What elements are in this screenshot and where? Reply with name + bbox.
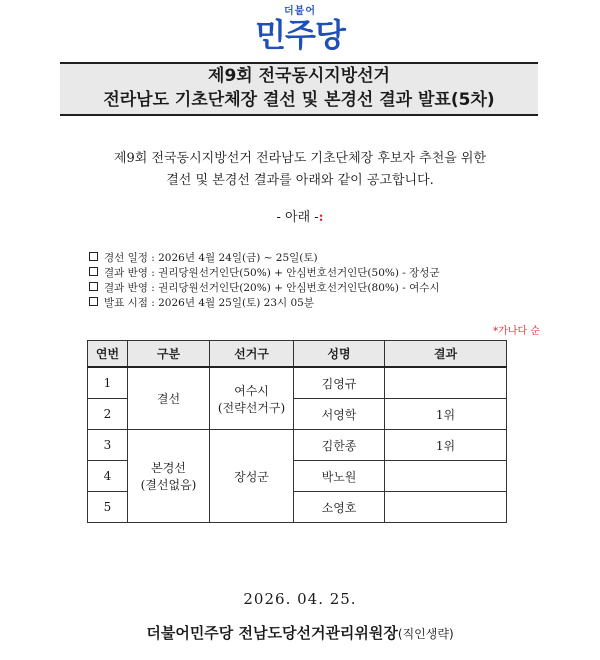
header-no: 연번: [88, 341, 128, 368]
info-item: [89, 296, 440, 311]
cell-district: 장성군: [210, 430, 294, 523]
info-item: [89, 251, 440, 266]
cell-name: 박노원: [294, 461, 385, 492]
checkbox-square-icon: [89, 267, 98, 276]
result-table: [87, 340, 507, 523]
info-text: 결과 반영 : 권리당원선거인단(50%) + 안심번호선거인단(50%) - 장성군: [104, 267, 440, 279]
intro-line-2: 결선 및 본경선 결과를 아래와 같이 공고합니다.: [166, 173, 434, 188]
table-header-row: [88, 341, 507, 368]
notice-text: - 아래 -: [276, 210, 319, 225]
cell-result: [385, 492, 507, 523]
info-list: [89, 251, 440, 311]
info-item: [89, 281, 440, 296]
header-category: 구분: [128, 341, 210, 368]
notice-heading: [0, 206, 600, 225]
checkbox-square-icon: [89, 282, 98, 291]
cell-name: 김한종: [294, 430, 385, 461]
cell-result: 1위: [385, 430, 507, 461]
cell-result: [385, 367, 507, 399]
cell-category: 결선: [128, 367, 210, 430]
checkbox-square-icon: [89, 252, 98, 261]
cell-no: 3: [88, 430, 128, 461]
table-row: [88, 367, 507, 399]
logo-big-text: 민주당: [255, 16, 345, 54]
header-district: 선거구: [210, 341, 294, 368]
signer: [0, 622, 600, 643]
title-box: [60, 62, 538, 116]
cell-result: [385, 461, 507, 492]
district-line-1: 여수시: [234, 383, 269, 398]
cell-category: [128, 430, 210, 523]
signer-note: (직인생략): [397, 627, 454, 641]
title-line-2: 전라남도 기초단체장 결선 및 본경선 결과 발표(5차): [103, 90, 495, 110]
category-line-2: (결선없음): [140, 478, 197, 492]
logo-small-text: 더불어: [284, 6, 316, 17]
info-text: 경선 일정 : 2026년 4월 24일(금) ~ 25일(토): [104, 252, 318, 264]
signer-title: 더불어민주당 전남도당선거관리위원장: [146, 624, 398, 642]
cell-no: 4: [88, 461, 128, 492]
district-line-2: (전략선거구): [217, 400, 286, 415]
cell-name: 김영규: [294, 367, 385, 399]
announcement-date: 2026. 04. 25.: [243, 590, 357, 608]
table-row: [88, 430, 507, 461]
cell-name: 소영호: [294, 492, 385, 523]
header-result: 결과: [385, 341, 507, 368]
info-item: [89, 266, 440, 281]
cell-no: 1: [88, 367, 128, 399]
header-name: 성명: [294, 341, 385, 368]
intro-text: [0, 148, 600, 192]
intro-line-1: 제9회 전국동시지방선거 전라남도 기초단체장 후보자 추천을 위한: [113, 151, 487, 166]
cell-no: 5: [88, 492, 128, 523]
cell-result: 1위: [385, 399, 507, 430]
title-line-1: 제9회 전국동시지방선거: [208, 66, 390, 86]
info-text: 발표 시점 : 2026년 4월 25일(토) 23시 05분: [104, 297, 315, 309]
cell-name: 서영학: [294, 399, 385, 430]
party-logo: [0, 6, 600, 52]
order-note: *가나다 순: [493, 326, 540, 337]
category-line-1: 본경선: [151, 461, 186, 475]
checkbox-square-icon: [89, 297, 98, 306]
cell-district: [210, 367, 294, 430]
cell-no: 2: [88, 399, 128, 430]
info-text: 결과 반영 : 권리당원선거인단(20%) + 안심번호선거인단(80%) - 여수시: [104, 282, 440, 294]
notice-mark: :: [318, 210, 324, 225]
